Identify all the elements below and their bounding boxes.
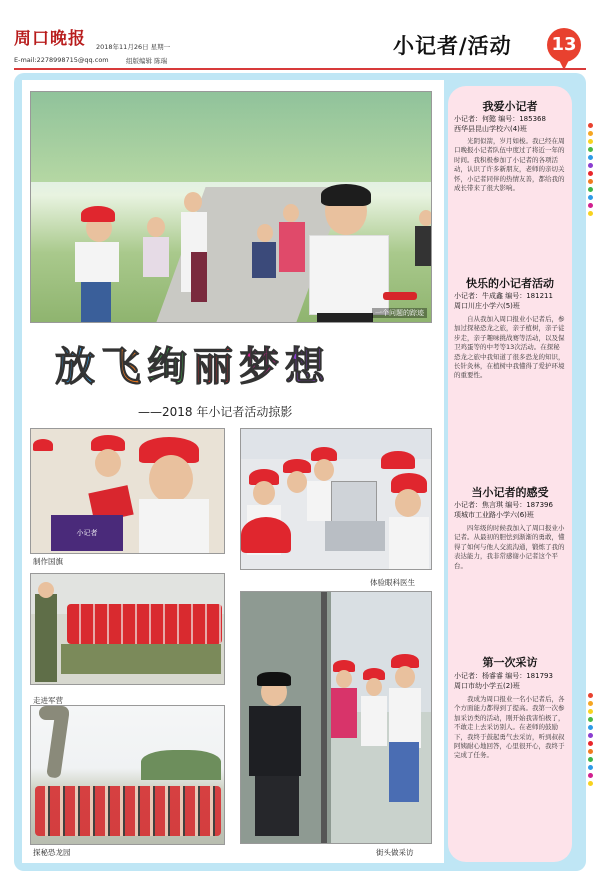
edge-dot: [588, 717, 593, 722]
edge-dot: [588, 757, 593, 762]
street-interview-photo: [240, 591, 432, 844]
article-2-school: 周口川庄小学六(5)班: [454, 302, 520, 310]
caption-flag: 制作国旗: [33, 557, 63, 566]
article-1-body: 光阴似箭，岁月如梭。我已经在周口晚报小记者队伍中度过了将近一年的时间。我积极参加了小记者的各项活动，认识了许多新朋友，老师的亲切关怀，小记者同伴的热情友善，都给我的成长带来了很大影响。: [454, 137, 565, 193]
article-4-title: 第一次采访: [482, 656, 538, 669]
top-photo: [30, 91, 432, 323]
caption-dinosaur-park: 探秘恐龙园: [33, 848, 71, 857]
edge-dot: [588, 163, 593, 168]
article-4-reporter: 小记者：杨睿睿 编号：181793: [454, 672, 553, 680]
edge-dots-top: [585, 120, 595, 219]
header-divider: [14, 68, 586, 70]
edge-dot: [588, 749, 593, 754]
edge-dot: [588, 171, 593, 176]
date-line: 2018年11月26日 星期一: [96, 43, 171, 51]
feature-title-char: 想: [285, 344, 331, 390]
article-3-body: 四年级的时候我加入了周口报业小记者。从最初的胆怯到渐渐的勇敢，懂得了如何与他人交流沟通，锻炼了我的表达能力，我非常感谢小记者这个平台。: [454, 524, 565, 570]
article-1-title: 我爱小记者: [482, 100, 538, 113]
edge-dot: [588, 765, 593, 770]
edge-dot: [588, 709, 593, 714]
flag-photo: [30, 428, 225, 554]
caption-military-camp: 走进军营: [33, 696, 63, 705]
article-2-reporter: 小记者：牛成鑫 编号：181211: [454, 292, 553, 300]
edge-dot: [588, 203, 593, 208]
edge-dot: [588, 211, 593, 216]
edge-dot: [588, 131, 593, 136]
feature-title-char: 飞: [101, 344, 147, 390]
article-4-school: 周口市幼小学五(2)班: [454, 682, 520, 690]
top-photo-label: 一个问题的踪迹: [372, 308, 427, 318]
article-2-title: 快乐的小记者活动: [466, 277, 554, 290]
edge-dot: [588, 179, 593, 184]
article-3-school: 项城市工业路小学六(6)班: [454, 511, 534, 519]
article-1-reporter: 小记者：何懿 编号：185368: [454, 115, 546, 123]
edge-dot: [588, 741, 593, 746]
edge-dot: [588, 773, 593, 778]
feature-title: [55, 335, 331, 392]
edge-dot: [588, 123, 593, 128]
feature-title-char: 放: [55, 344, 101, 390]
masthead-logo: 周口晚报: [14, 29, 86, 49]
article-3-title: 当小记者的感受: [471, 486, 549, 499]
edge-dot: [588, 187, 593, 192]
caption-street-interview: 街头做采访: [376, 848, 414, 857]
editor-line: 组版编辑 陈瑞: [126, 57, 168, 65]
article-1-school: 西华县昆山学校六(4)班: [454, 125, 527, 133]
edge-dot: [588, 147, 593, 152]
caption-eye-doctor: 体验眼科医生: [370, 578, 415, 587]
edge-dot: [588, 733, 593, 738]
feature-subtitle: ——2018 年小记者活动掠影: [138, 405, 293, 419]
edge-dot: [588, 725, 593, 730]
edge-dot: [588, 195, 593, 200]
feature-title-char: 绚: [147, 344, 193, 390]
edge-dot: [588, 155, 593, 160]
military-camp-photo: [30, 573, 225, 685]
feature-title-char: 丽: [193, 344, 239, 390]
article-3-reporter: 小记者：焦言琪 编号：187396: [454, 501, 553, 509]
edge-dot: [588, 693, 593, 698]
feature-title-char: 梦: [239, 344, 285, 390]
edge-dots-bottom: [585, 690, 595, 789]
section-title: 小记者/活动: [393, 33, 512, 58]
dinosaur-park-photo: [30, 705, 225, 845]
edge-dot: [588, 701, 593, 706]
flag-banner: 小记者: [51, 515, 123, 551]
page-number-badge: 13: [547, 28, 581, 62]
article-2-body: 自从我加入周口报业小记者后，参加过探秘恐龙之旅，亲子植树，亲子徒步走，亲子趣味挑战赛等活动，以及保卫鸡蛋等的中考等13次活动。在探秘恐龙之旅中我知道了很多恐龙的知识，长针灸林，在植树中我懂得了爱护环境的重要性。: [454, 315, 565, 380]
edge-dot: [588, 139, 593, 144]
article-4-body: 我成为周口报业一名小记者后，各个方面能力都得到了提高。我第一次参加采访类的活动，刚开始我害怕极了，不敢走上去采访别人。在老师的鼓励下，我终于鼓起勇气去采访，听到叔叔阿姨耐心地回答，心里很开心，我终于完成了任务。: [454, 695, 565, 760]
eye-doctor-photo: [240, 428, 432, 570]
email-line: E-mail:2278998715@qq.com: [14, 56, 109, 64]
edge-dot: [588, 781, 593, 786]
